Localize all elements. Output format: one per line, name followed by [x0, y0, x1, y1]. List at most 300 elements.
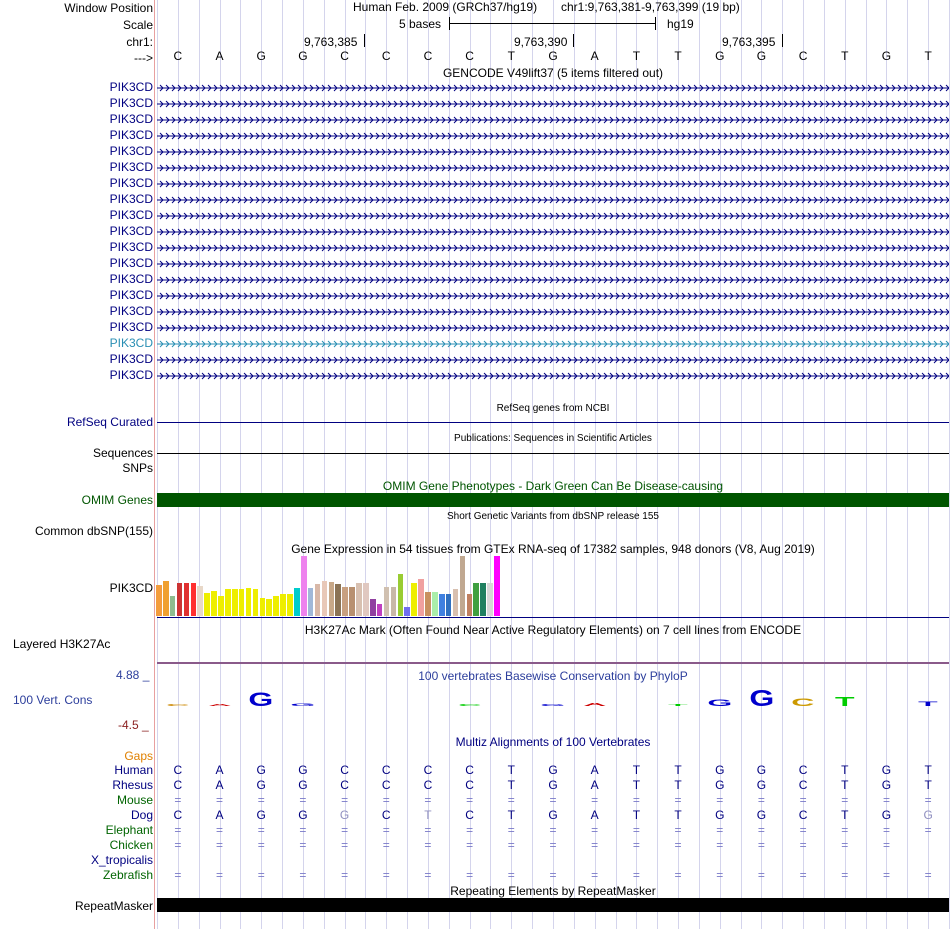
alignment-base: =: [424, 868, 432, 882]
alignment-base: =: [799, 793, 807, 807]
alignment-base: C: [798, 778, 808, 792]
alignment-base: =: [299, 838, 307, 852]
gencode-transcript-line[interactable]: [157, 370, 949, 380]
window-position-label: Window Position: [64, 1, 153, 15]
scale-bar: [449, 23, 656, 24]
alignment-base: A: [590, 808, 599, 822]
refseq-track-line[interactable]: [157, 422, 949, 423]
gencode-transcript-label[interactable]: PIK3CD: [109, 160, 153, 174]
alignment-base: =: [382, 868, 390, 882]
gtex-tissue-bar[interactable]: [473, 583, 479, 616]
strand-label: --->: [134, 51, 153, 65]
alignment-base: =: [507, 793, 515, 807]
ruler-tick: [573, 34, 574, 47]
snps-label[interactable]: SNPs: [122, 461, 153, 475]
sequence-base: G: [881, 49, 892, 63]
svg-text:G: G: [248, 688, 274, 711]
sequence-base: G: [298, 49, 308, 63]
alignment-base: =: [841, 868, 849, 882]
phylop-logo-letter: [657, 684, 699, 714]
alignment-base: =: [632, 823, 640, 837]
sequence-base: T: [674, 49, 682, 63]
db-text: hg19: [667, 17, 694, 31]
alignment-base: G: [548, 778, 558, 792]
gtex-tissue-bar[interactable]: [184, 583, 190, 616]
refseq-label[interactable]: RefSeq Curated: [66, 415, 153, 429]
phylop-logo-letter: [365, 684, 407, 714]
alignment-base: =: [299, 823, 307, 837]
gtex-tissue-bar[interactable]: [156, 585, 162, 616]
gtex-tissue-bar[interactable]: [494, 556, 500, 616]
gencode-transcript-line[interactable]: [157, 146, 949, 156]
alignment-base: =: [924, 823, 932, 837]
alignment-base: C: [381, 763, 391, 777]
phylop-logo-letter: [532, 684, 574, 714]
gencode-transcript-line[interactable]: [157, 306, 949, 316]
ruler-tick: [782, 34, 783, 47]
alignment-base: C: [465, 763, 474, 777]
alignment-base: =: [507, 838, 515, 852]
gencode-transcript-line[interactable]: [157, 322, 949, 332]
alignment-base: =: [216, 868, 224, 882]
scale-label: Scale: [122, 18, 153, 32]
svg-text:G: G: [540, 703, 566, 707]
h3k27ac-track-title[interactable]: H3K27Ac Mark (Often Found Near Active Regulatory Elements) on 7 cell lines from ENCODE: [304, 623, 802, 637]
svg-text:G: G: [707, 697, 733, 708]
gtex-tissue-bar[interactable]: [391, 587, 397, 616]
gtex-tissue-bar[interactable]: [197, 586, 203, 616]
gtex-tissue-bar[interactable]: [460, 556, 466, 616]
gencode-transcript-line[interactable]: [157, 226, 949, 236]
gencode-transcript-line[interactable]: [157, 82, 949, 92]
alignment-base: =: [299, 793, 307, 807]
sequence-base: C: [465, 49, 474, 63]
phylop-max: 4.88 _: [116, 668, 150, 682]
alignment-base: A: [215, 763, 224, 777]
alignment-base: =: [799, 868, 807, 882]
gencode-transcript-label[interactable]: PIK3CD: [109, 80, 153, 94]
gencode-transcript-label[interactable]: PIK3CD: [109, 144, 153, 158]
phylop-min: -4.5 _: [118, 718, 149, 732]
alignment-base: =: [341, 823, 349, 837]
gtex-tissue-bar[interactable]: [301, 556, 307, 616]
svg-text:T: T: [918, 700, 938, 708]
alignment-base: =: [382, 823, 390, 837]
phylop-logo-letter: [699, 684, 741, 714]
alignment-base: =: [216, 823, 224, 837]
alignment-base: =: [757, 838, 765, 852]
sequence-base: T: [507, 49, 515, 63]
phylop-logo-letter: [490, 684, 532, 714]
gtex-tissue-bar[interactable]: [246, 588, 252, 616]
gtex-tissue-bar[interactable]: [294, 588, 300, 616]
alignment-base: G: [756, 763, 767, 777]
species-label[interactable]: Rhesus: [112, 778, 153, 792]
alignment-base: =: [882, 838, 890, 852]
sequence-base: G: [715, 49, 725, 63]
gtex-tissue-bar[interactable]: [356, 583, 362, 616]
gencode-transcript-line[interactable]: [157, 162, 949, 172]
gtex-tissue-bar[interactable]: [177, 583, 183, 616]
gencode-transcript-label[interactable]: PIK3CD: [109, 352, 153, 366]
phylop-track-title[interactable]: 100 vertebrates Basewise Conservation by PhyloP: [418, 669, 688, 683]
repeatmasker-track-title[interactable]: Repeating Elements by RepeatMasker: [450, 884, 656, 898]
alignment-base: =: [341, 868, 349, 882]
gtex-tissue-bar[interactable]: [315, 584, 321, 616]
gtex-tissue-bar[interactable]: [191, 583, 197, 616]
alignment-base: =: [216, 838, 224, 852]
species-label[interactable]: Zebrafish: [102, 868, 153, 882]
gencode-transcript-label[interactable]: PIK3CD: [109, 112, 153, 126]
ruler-tick-label: 9,763,395: [722, 35, 776, 49]
publications-label[interactable]: Sequences: [92, 446, 153, 460]
alignment-base: =: [424, 823, 432, 837]
alignment-base: =: [466, 793, 474, 807]
alignment-base: =: [757, 793, 765, 807]
alignment-base: A: [215, 778, 224, 792]
svg-text:A: A: [207, 703, 232, 707]
alignment-base: =: [757, 823, 765, 837]
gencode-transcript-label[interactable]: PIK3CD: [109, 288, 153, 302]
alignment-base: =: [674, 823, 682, 837]
gtex-tissue-bar[interactable]: [329, 582, 335, 616]
alignment-base: T: [632, 808, 641, 822]
alignment-base: =: [799, 838, 807, 852]
alignment-base: =: [591, 868, 599, 882]
alignment-base: T: [424, 808, 432, 822]
gtex-track-title[interactable]: Gene Expression in 54 tissues from GTEx RNA-seq of 17382 samples, 948 donors (V8, Aug 2019): [291, 542, 815, 556]
repeatmasker-bar[interactable]: [157, 898, 949, 912]
gtex-tissue-bar[interactable]: [287, 594, 293, 616]
alignment-base: =: [591, 823, 599, 837]
phylop-logo-letter: [616, 684, 658, 714]
alignment-base: =: [674, 793, 682, 807]
sequence-base: A: [590, 49, 599, 63]
alignment-base: =: [632, 793, 640, 807]
gtex-tissue-bar[interactable]: [398, 574, 404, 616]
alignment-base: C: [381, 808, 391, 822]
alignment-base: T: [632, 778, 641, 792]
alignment-base: =: [382, 838, 390, 852]
gencode-transcript-label[interactable]: PIK3CD: [109, 96, 153, 110]
alignment-base: =: [716, 838, 724, 852]
alignment-base: =: [924, 793, 932, 807]
alignment-base: T: [841, 763, 849, 777]
gtex-tissue-bar[interactable]: [418, 579, 424, 616]
alignment-base: T: [507, 778, 515, 792]
alignment-base: =: [174, 868, 182, 882]
sequence-base: C: [173, 49, 183, 63]
alignment-base: T: [924, 763, 932, 777]
phylop-logo-letter: [824, 684, 866, 714]
species-label[interactable]: Elephant: [105, 823, 153, 837]
gtex-tissue-bar[interactable]: [411, 583, 417, 616]
gencode-transcript-label[interactable]: PIK3CD: [109, 256, 153, 270]
phylop-logo-letter: [574, 684, 616, 714]
phylop-logo-letter: [866, 684, 908, 714]
alignment-base: =: [382, 793, 390, 807]
gencode-transcript-line[interactable]: [157, 274, 949, 284]
gtex-tissue-bar[interactable]: [467, 594, 473, 616]
gtex-tissue-bar[interactable]: [384, 587, 390, 616]
alignment-base: G: [881, 778, 892, 792]
alignment-base: A: [590, 778, 599, 792]
gtex-tissue-bar[interactable]: [377, 604, 383, 616]
alignment-base: =: [882, 793, 890, 807]
svg-text:G: G: [290, 702, 316, 707]
alignment-base: =: [216, 793, 224, 807]
chrom-label: chr1:: [126, 35, 153, 49]
alignment-base: C: [173, 763, 183, 777]
alignment-base: =: [632, 838, 640, 852]
gtex-bar-chart[interactable]: [156, 556, 536, 616]
gtex-tissue-bar[interactable]: [225, 589, 231, 616]
sequence-base: G: [256, 49, 266, 63]
phylop-logo-letter: [240, 684, 282, 714]
alignment-base: =: [257, 838, 265, 852]
alignment-base: G: [756, 808, 767, 822]
species-label[interactable]: Chicken: [109, 838, 153, 852]
alignment-base: G: [881, 808, 892, 822]
alignment-base: =: [841, 823, 849, 837]
gencode-transcript-line[interactable]: [157, 178, 949, 188]
alignment-base: =: [507, 823, 515, 837]
gencode-transcript-line[interactable]: [157, 338, 949, 348]
alignment-base: G: [256, 808, 266, 822]
gtex-tissue-bar[interactable]: [232, 589, 238, 616]
alignment-base: T: [507, 763, 515, 777]
gencode-transcript-label[interactable]: PIK3CD: [109, 272, 153, 286]
gtex-tissue-bar[interactable]: [404, 607, 410, 616]
ruler-tick: [364, 34, 365, 47]
gtex-tissue-bar[interactable]: [363, 583, 369, 616]
omim-track-title[interactable]: OMIM Gene Phenotypes - Dark Green Can Be Disease-causing: [382, 479, 724, 493]
gencode-transcript-line[interactable]: [157, 114, 949, 124]
alignment-base: C: [423, 778, 433, 792]
alignment-base: =: [341, 793, 349, 807]
alignment-base: G: [548, 808, 558, 822]
phylop-logo-letter: [282, 684, 324, 714]
gencode-transcript-line[interactable]: [157, 98, 949, 108]
gencode-transcript-label[interactable]: PIK3CD: [109, 208, 153, 222]
phylop-logo-letter: [324, 684, 366, 714]
phylop-logo-letter: [907, 684, 949, 714]
gencode-transcript-line[interactable]: [157, 354, 949, 364]
alignment-base: C: [340, 778, 349, 792]
gtex-tissue-bar[interactable]: [453, 589, 459, 616]
alignment-base: C: [465, 808, 474, 822]
gtex-tissue-bar[interactable]: [211, 591, 217, 616]
gencode-transcript-label[interactable]: PIK3CD: [109, 224, 153, 238]
alignment-base: =: [174, 823, 182, 837]
svg-text:C: C: [166, 703, 190, 707]
alignment-base: =: [174, 838, 182, 852]
gtex-tissue-bar[interactable]: [260, 598, 266, 616]
species-label[interactable]: Mouse: [116, 793, 153, 807]
gencode-transcript-label[interactable]: PIK3CD: [109, 336, 153, 350]
sequence-base: C: [340, 49, 349, 63]
species-label[interactable]: X_tropicalis: [90, 853, 153, 867]
scale-bar-left-cap: [449, 17, 450, 30]
sequence-base: A: [215, 49, 224, 63]
sequence-base: C: [423, 49, 433, 63]
alignment-base: C: [798, 808, 808, 822]
alignment-base: C: [381, 778, 391, 792]
gtex-tissue-bar[interactable]: [170, 596, 176, 616]
gtex-tissue-bar[interactable]: [273, 596, 279, 616]
gtex-tissue-bar[interactable]: [349, 587, 355, 616]
sequence-base: G: [548, 49, 558, 63]
svg-text:A: A: [583, 702, 607, 707]
gencode-transcript-line[interactable]: [157, 290, 949, 300]
gtex-tissue-bar[interactable]: [439, 594, 445, 616]
gencode-track-title[interactable]: GENCODE V49lift37 (5 items filtered out): [442, 66, 664, 80]
phylop-logo-letter: [449, 684, 491, 714]
alignment-base: T: [674, 808, 682, 822]
alignment-base: C: [798, 763, 808, 777]
gtex-tissue-bar[interactable]: [239, 589, 245, 616]
gtex-label[interactable]: PIK3CD: [109, 581, 153, 595]
alignment-base: G: [298, 778, 308, 792]
refseq-track-title[interactable]: RefSeq genes from NCBI: [496, 403, 610, 414]
gtex-tissue-bar[interactable]: [266, 599, 272, 616]
alignment-base: =: [299, 868, 307, 882]
alignment-base: =: [841, 793, 849, 807]
gtex-tissue-bar[interactable]: [335, 584, 341, 616]
gtex-tissue-bar[interactable]: [370, 599, 376, 616]
species-label[interactable]: Human: [114, 763, 153, 777]
alignment-base: G: [923, 808, 933, 822]
multiz-track-title[interactable]: Multiz Alignments of 100 Vertebrates: [455, 735, 651, 749]
alignment-base: =: [549, 823, 557, 837]
publications-track-line[interactable]: [157, 453, 949, 454]
gencode-transcript-line[interactable]: [157, 194, 949, 204]
alignment-base: G: [339, 808, 350, 822]
alignment-base: =: [257, 793, 265, 807]
alignment-base: =: [882, 823, 890, 837]
gencode-transcript-label[interactable]: PIK3CD: [109, 192, 153, 206]
alignment-base: =: [716, 823, 724, 837]
alignment-base: G: [548, 763, 558, 777]
gencode-transcript-label[interactable]: PIK3CD: [109, 128, 153, 142]
gencode-transcript-line[interactable]: [157, 210, 949, 220]
alignment-base: T: [674, 778, 682, 792]
scale-bar-right-cap: [655, 17, 656, 30]
phylop-label[interactable]: 100 Vert. Cons: [13, 693, 93, 707]
gtex-tissue-bar[interactable]: [432, 592, 438, 616]
gencode-transcript-label[interactable]: PIK3CD: [109, 320, 153, 334]
svg-text:C: C: [458, 703, 482, 707]
alignment-base: =: [424, 793, 432, 807]
sequence-base: T: [632, 49, 641, 63]
gencode-transcript-label[interactable]: PIK3CD: [109, 176, 153, 190]
alignment-base: A: [590, 763, 599, 777]
gtex-baseline: [157, 617, 949, 618]
alignment-base: G: [881, 763, 892, 777]
alignment-base: C: [173, 778, 183, 792]
scale-text: 5 bases: [399, 17, 442, 31]
label-divider: [154, 0, 155, 929]
omim-label[interactable]: OMIM Genes: [81, 493, 153, 507]
phylop-logo[interactable]: [157, 684, 949, 714]
species-label[interactable]: Dog: [130, 808, 153, 822]
phylop-logo-letter: [407, 684, 449, 714]
gtex-tissue-bar[interactable]: [446, 594, 452, 616]
alignment-base: =: [257, 868, 265, 882]
alignment-base: T: [841, 778, 849, 792]
alignment-base: T: [632, 763, 641, 777]
alignment-base: =: [466, 868, 474, 882]
repeatmasker-label[interactable]: RepeatMasker: [74, 899, 153, 913]
alignment-base: C: [423, 763, 433, 777]
gencode-transcript-label[interactable]: PIK3CD: [109, 304, 153, 318]
alignment-base: =: [466, 838, 474, 852]
alignment-base: T: [674, 763, 682, 777]
gencode-transcript-label[interactable]: PIK3CD: [109, 368, 153, 382]
gtex-tissue-bar[interactable]: [163, 581, 169, 616]
gtex-tissue-bar[interactable]: [308, 588, 314, 616]
alignment-base: =: [757, 868, 765, 882]
alignment-base: T: [507, 808, 515, 822]
phylop-logo-letter: [782, 684, 824, 714]
alignment-base: =: [716, 793, 724, 807]
svg-text:C: C: [791, 696, 815, 709]
gtex-tissue-bar[interactable]: [342, 587, 348, 616]
alignment-base: G: [715, 763, 725, 777]
gencode-transcript-line[interactable]: [157, 242, 949, 252]
gtex-tissue-bar[interactable]: [218, 596, 224, 616]
alignment-base: G: [298, 808, 308, 822]
alignment-base: =: [799, 823, 807, 837]
alignment-base: =: [674, 868, 682, 882]
alignment-base: T: [841, 808, 849, 822]
alignment-base: =: [882, 868, 890, 882]
alignment-base: T: [924, 778, 932, 792]
gencode-transcript-line[interactable]: [157, 130, 949, 140]
alignment-base: =: [424, 838, 432, 852]
h3k27ac-label[interactable]: Layered H3K27Ac: [13, 637, 111, 651]
alignment-base: =: [341, 838, 349, 852]
phylop-logo-letter: [741, 684, 783, 714]
ruler-tick-label: 9,763,385: [304, 35, 358, 49]
gencode-transcript-line[interactable]: [157, 258, 949, 268]
alignment-base: =: [591, 838, 599, 852]
gtex-tissue-bar[interactable]: [480, 583, 486, 616]
gtex-tissue-bar[interactable]: [280, 594, 286, 616]
alignment-base: =: [924, 868, 932, 882]
alignment-base: G: [256, 778, 266, 792]
omim-gene-bar[interactable]: [157, 493, 949, 507]
alignment-base: =: [591, 793, 599, 807]
dbsnp-label[interactable]: Common dbSNP(155): [34, 524, 153, 538]
sequence-base: T: [841, 49, 849, 63]
gtex-tissue-bar[interactable]: [204, 593, 210, 616]
gtex-tissue-bar[interactable]: [487, 583, 493, 616]
dbsnp-track-title[interactable]: Short Genetic Variants from dbSNP release 155: [447, 511, 659, 522]
alignment-base: =: [257, 823, 265, 837]
gtex-tissue-bar[interactable]: [425, 592, 431, 616]
alignment-base: =: [174, 793, 182, 807]
gencode-transcript-label[interactable]: PIK3CD: [109, 240, 153, 254]
alignment-base: G: [715, 778, 725, 792]
gtex-tissue-bar[interactable]: [322, 581, 328, 616]
alignment-base: C: [173, 808, 183, 822]
gtex-tissue-bar[interactable]: [253, 589, 259, 616]
publications-track-title[interactable]: Publications: Sequences in Scientific Articles: [454, 433, 652, 444]
alignment-base: G: [715, 808, 725, 822]
phylop-logo-letter: [199, 684, 241, 714]
h3k27ac-baseline: [157, 662, 949, 664]
